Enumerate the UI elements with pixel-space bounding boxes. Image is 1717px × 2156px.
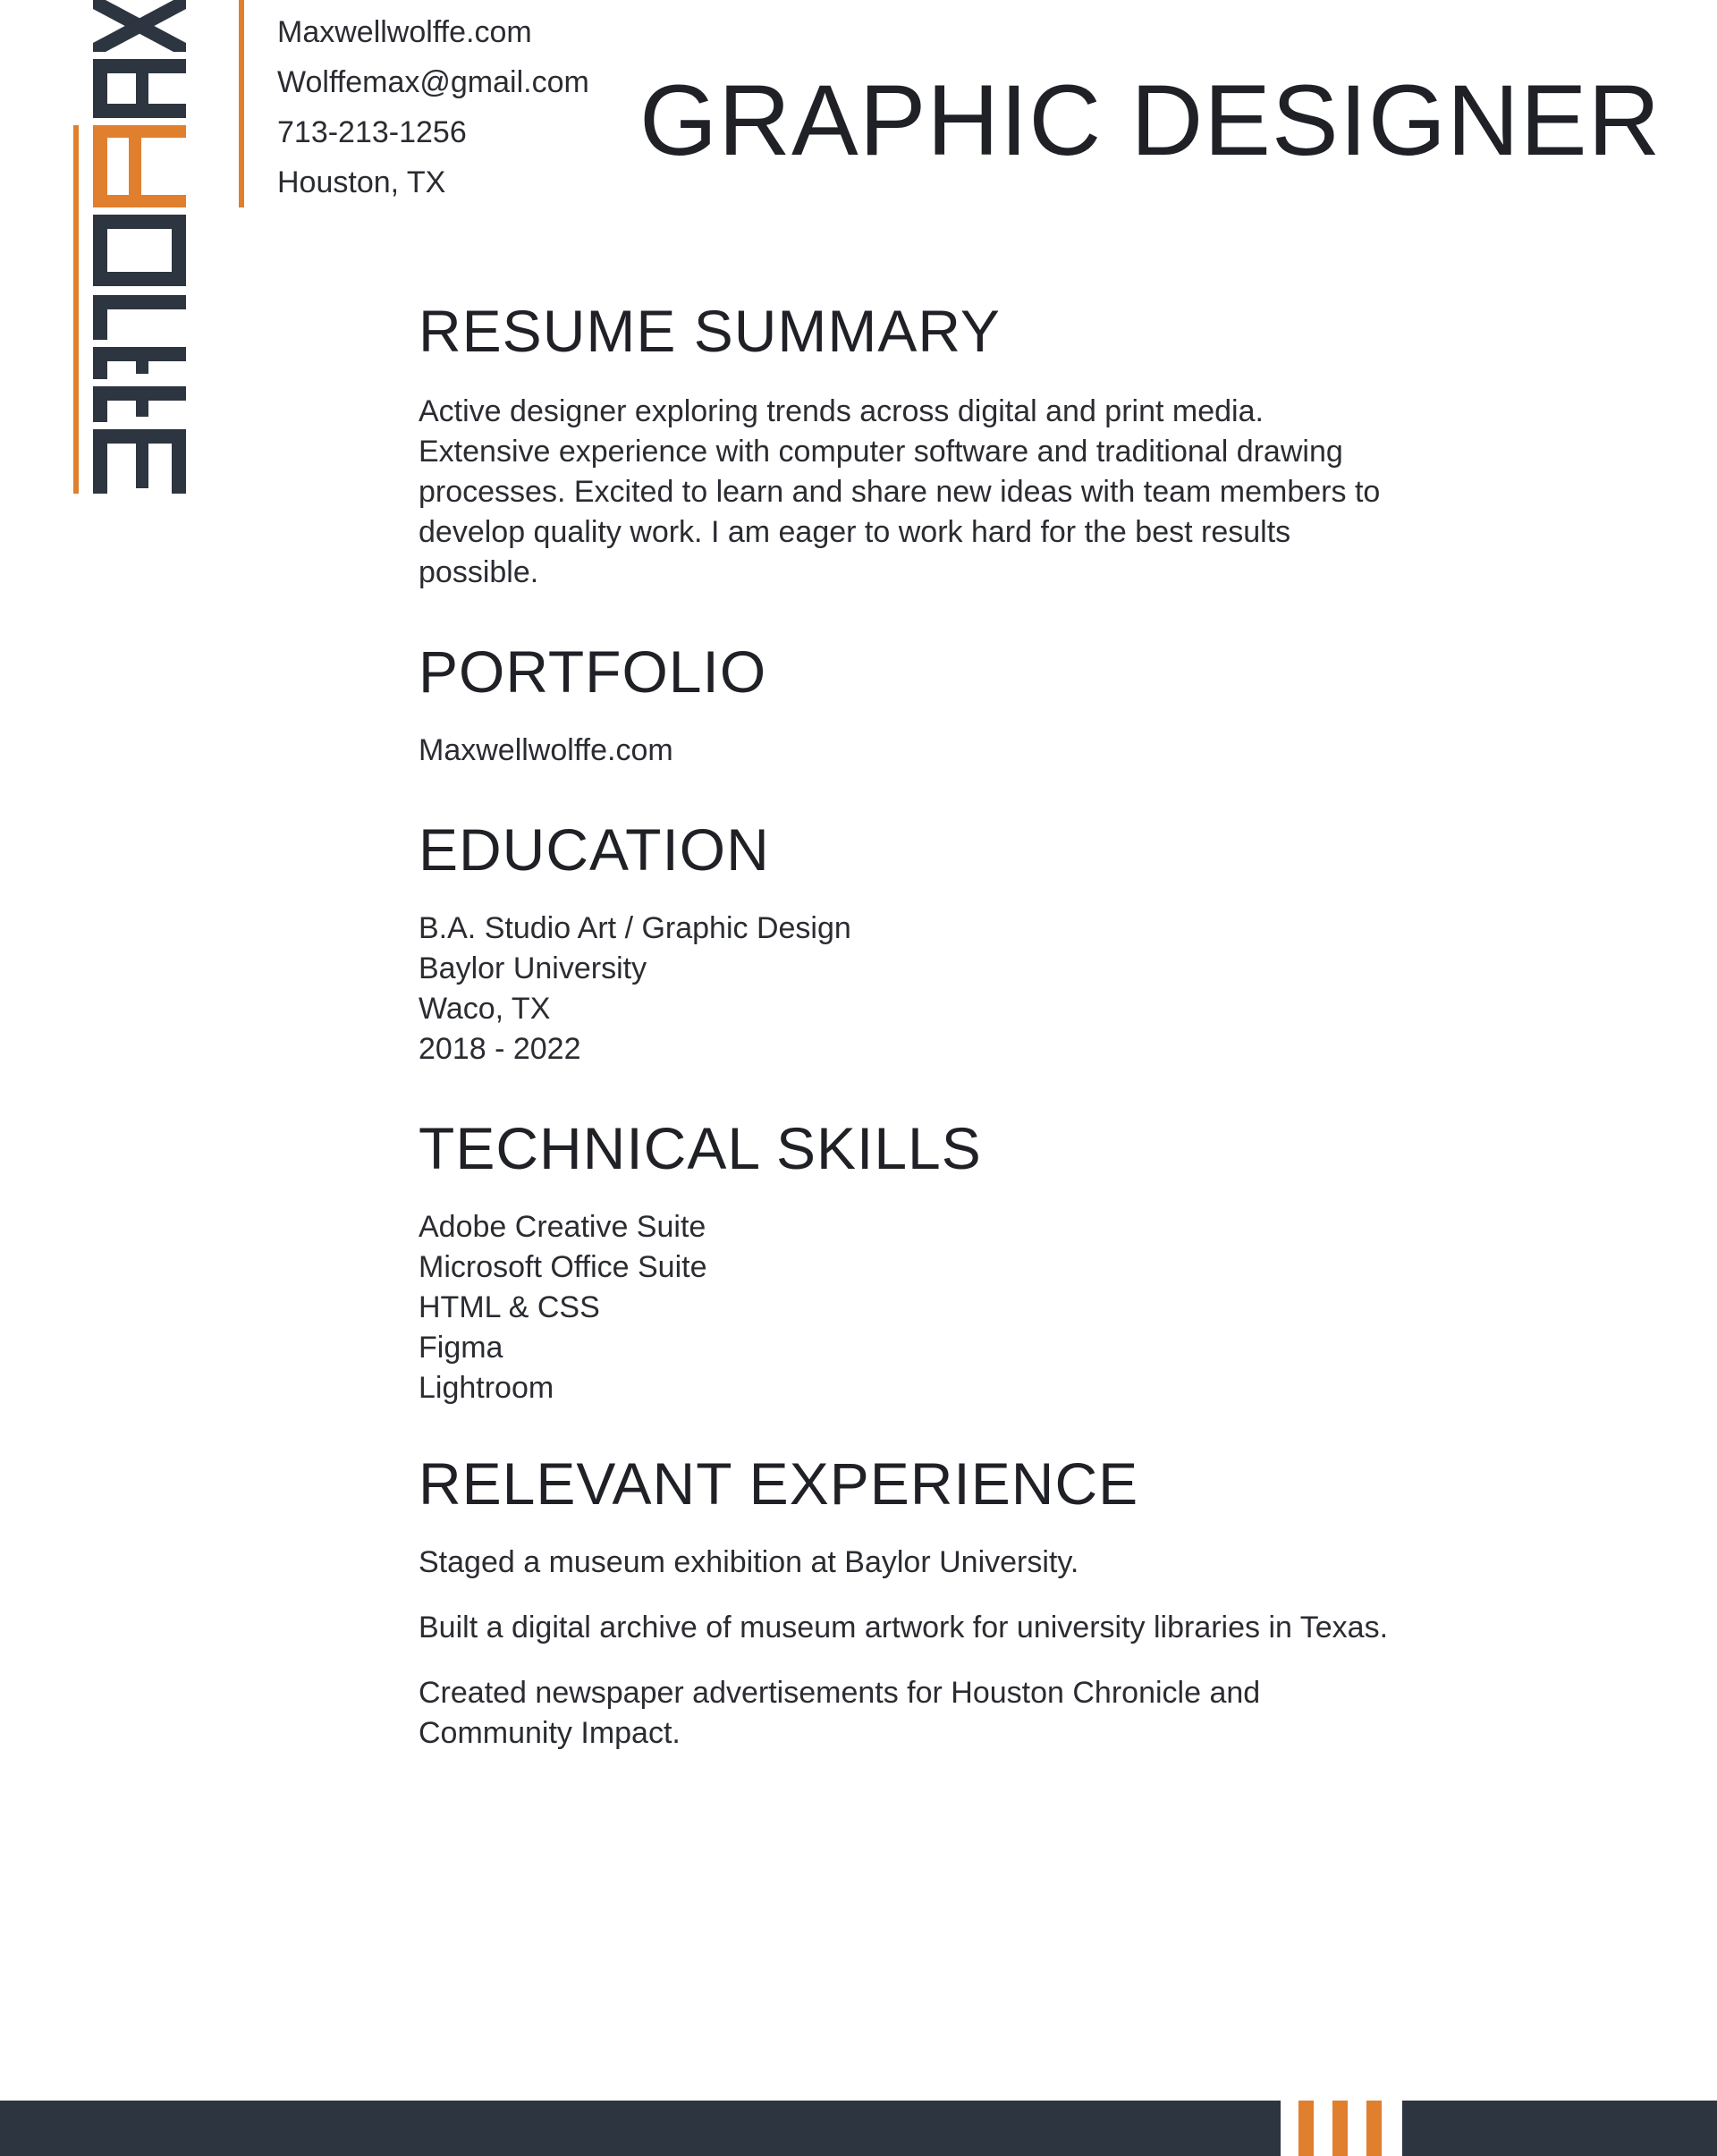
name-logo bbox=[47, 0, 261, 501]
portfolio-heading: PORTFOLIO bbox=[419, 638, 767, 705]
experience-heading: RELEVANT EXPERIENCE bbox=[419, 1450, 1139, 1517]
section-portfolio bbox=[419, 636, 1402, 771]
footer-bar-right bbox=[1402, 2101, 1717, 2156]
name-logo-graphic bbox=[47, 0, 261, 501]
contact-email[interactable]: Wolffemax@gmail.com bbox=[277, 65, 589, 99]
experience-item: Staged a museum exhibition at Baylor University. bbox=[419, 1545, 1079, 1579]
education-school: Baylor University bbox=[419, 951, 647, 985]
portfolio-link[interactable]: Maxwellwolffe.com bbox=[419, 733, 673, 767]
skill-item: Figma bbox=[419, 1331, 503, 1365]
summary-heading: RESUME SUMMARY bbox=[419, 298, 1001, 364]
contact-info bbox=[277, 7, 589, 207]
footer-stripe bbox=[1366, 2101, 1382, 2156]
skill-item: HTML & CSS bbox=[419, 1290, 600, 1324]
section-skills bbox=[419, 1112, 1402, 1408]
contact-location: Houston, TX bbox=[277, 165, 446, 199]
education-years: 2018 - 2022 bbox=[419, 1032, 581, 1066]
education-degree: B.A. Studio Art / Graphic Design bbox=[419, 911, 851, 945]
footer-stripe bbox=[1298, 2101, 1314, 2156]
resume-body bbox=[419, 295, 1402, 1779]
skill-item: Microsoft Office Suite bbox=[419, 1250, 707, 1284]
footer-stripe bbox=[1332, 2101, 1348, 2156]
section-summary bbox=[419, 295, 1402, 593]
contact-website[interactable]: Maxwellwolffe.com bbox=[277, 15, 532, 49]
experience-item: Built a digital archive of museum artwork for university libraries in Texas. bbox=[419, 1611, 1389, 1644]
footer-bar-left bbox=[0, 2101, 1281, 2156]
section-education bbox=[419, 814, 1402, 1070]
job-title: GRAPHIC DESIGNER bbox=[639, 64, 1662, 176]
section-experience bbox=[419, 1448, 1402, 1754]
skills-heading: TECHNICAL SKILLS bbox=[419, 1115, 982, 1181]
education-location: Waco, TX bbox=[419, 992, 551, 1026]
contact-phone: 713-213-1256 bbox=[277, 115, 467, 149]
summary-text: Active designer exploring trends across digital and print media. Extensive experience with computer software and traditional drawing processes. Excited to learn and share new ideas with team members to develop quality work. I am eager to work hard for the best results possible. bbox=[419, 394, 1381, 589]
skill-item: Adobe Creative Suite bbox=[419, 1210, 706, 1244]
skill-item: Lightroom bbox=[419, 1371, 554, 1405]
education-heading: EDUCATION bbox=[419, 816, 770, 883]
experience-item: Created newspaper advertisements for Houston Chronicle and Community Impact. bbox=[419, 1676, 1261, 1750]
